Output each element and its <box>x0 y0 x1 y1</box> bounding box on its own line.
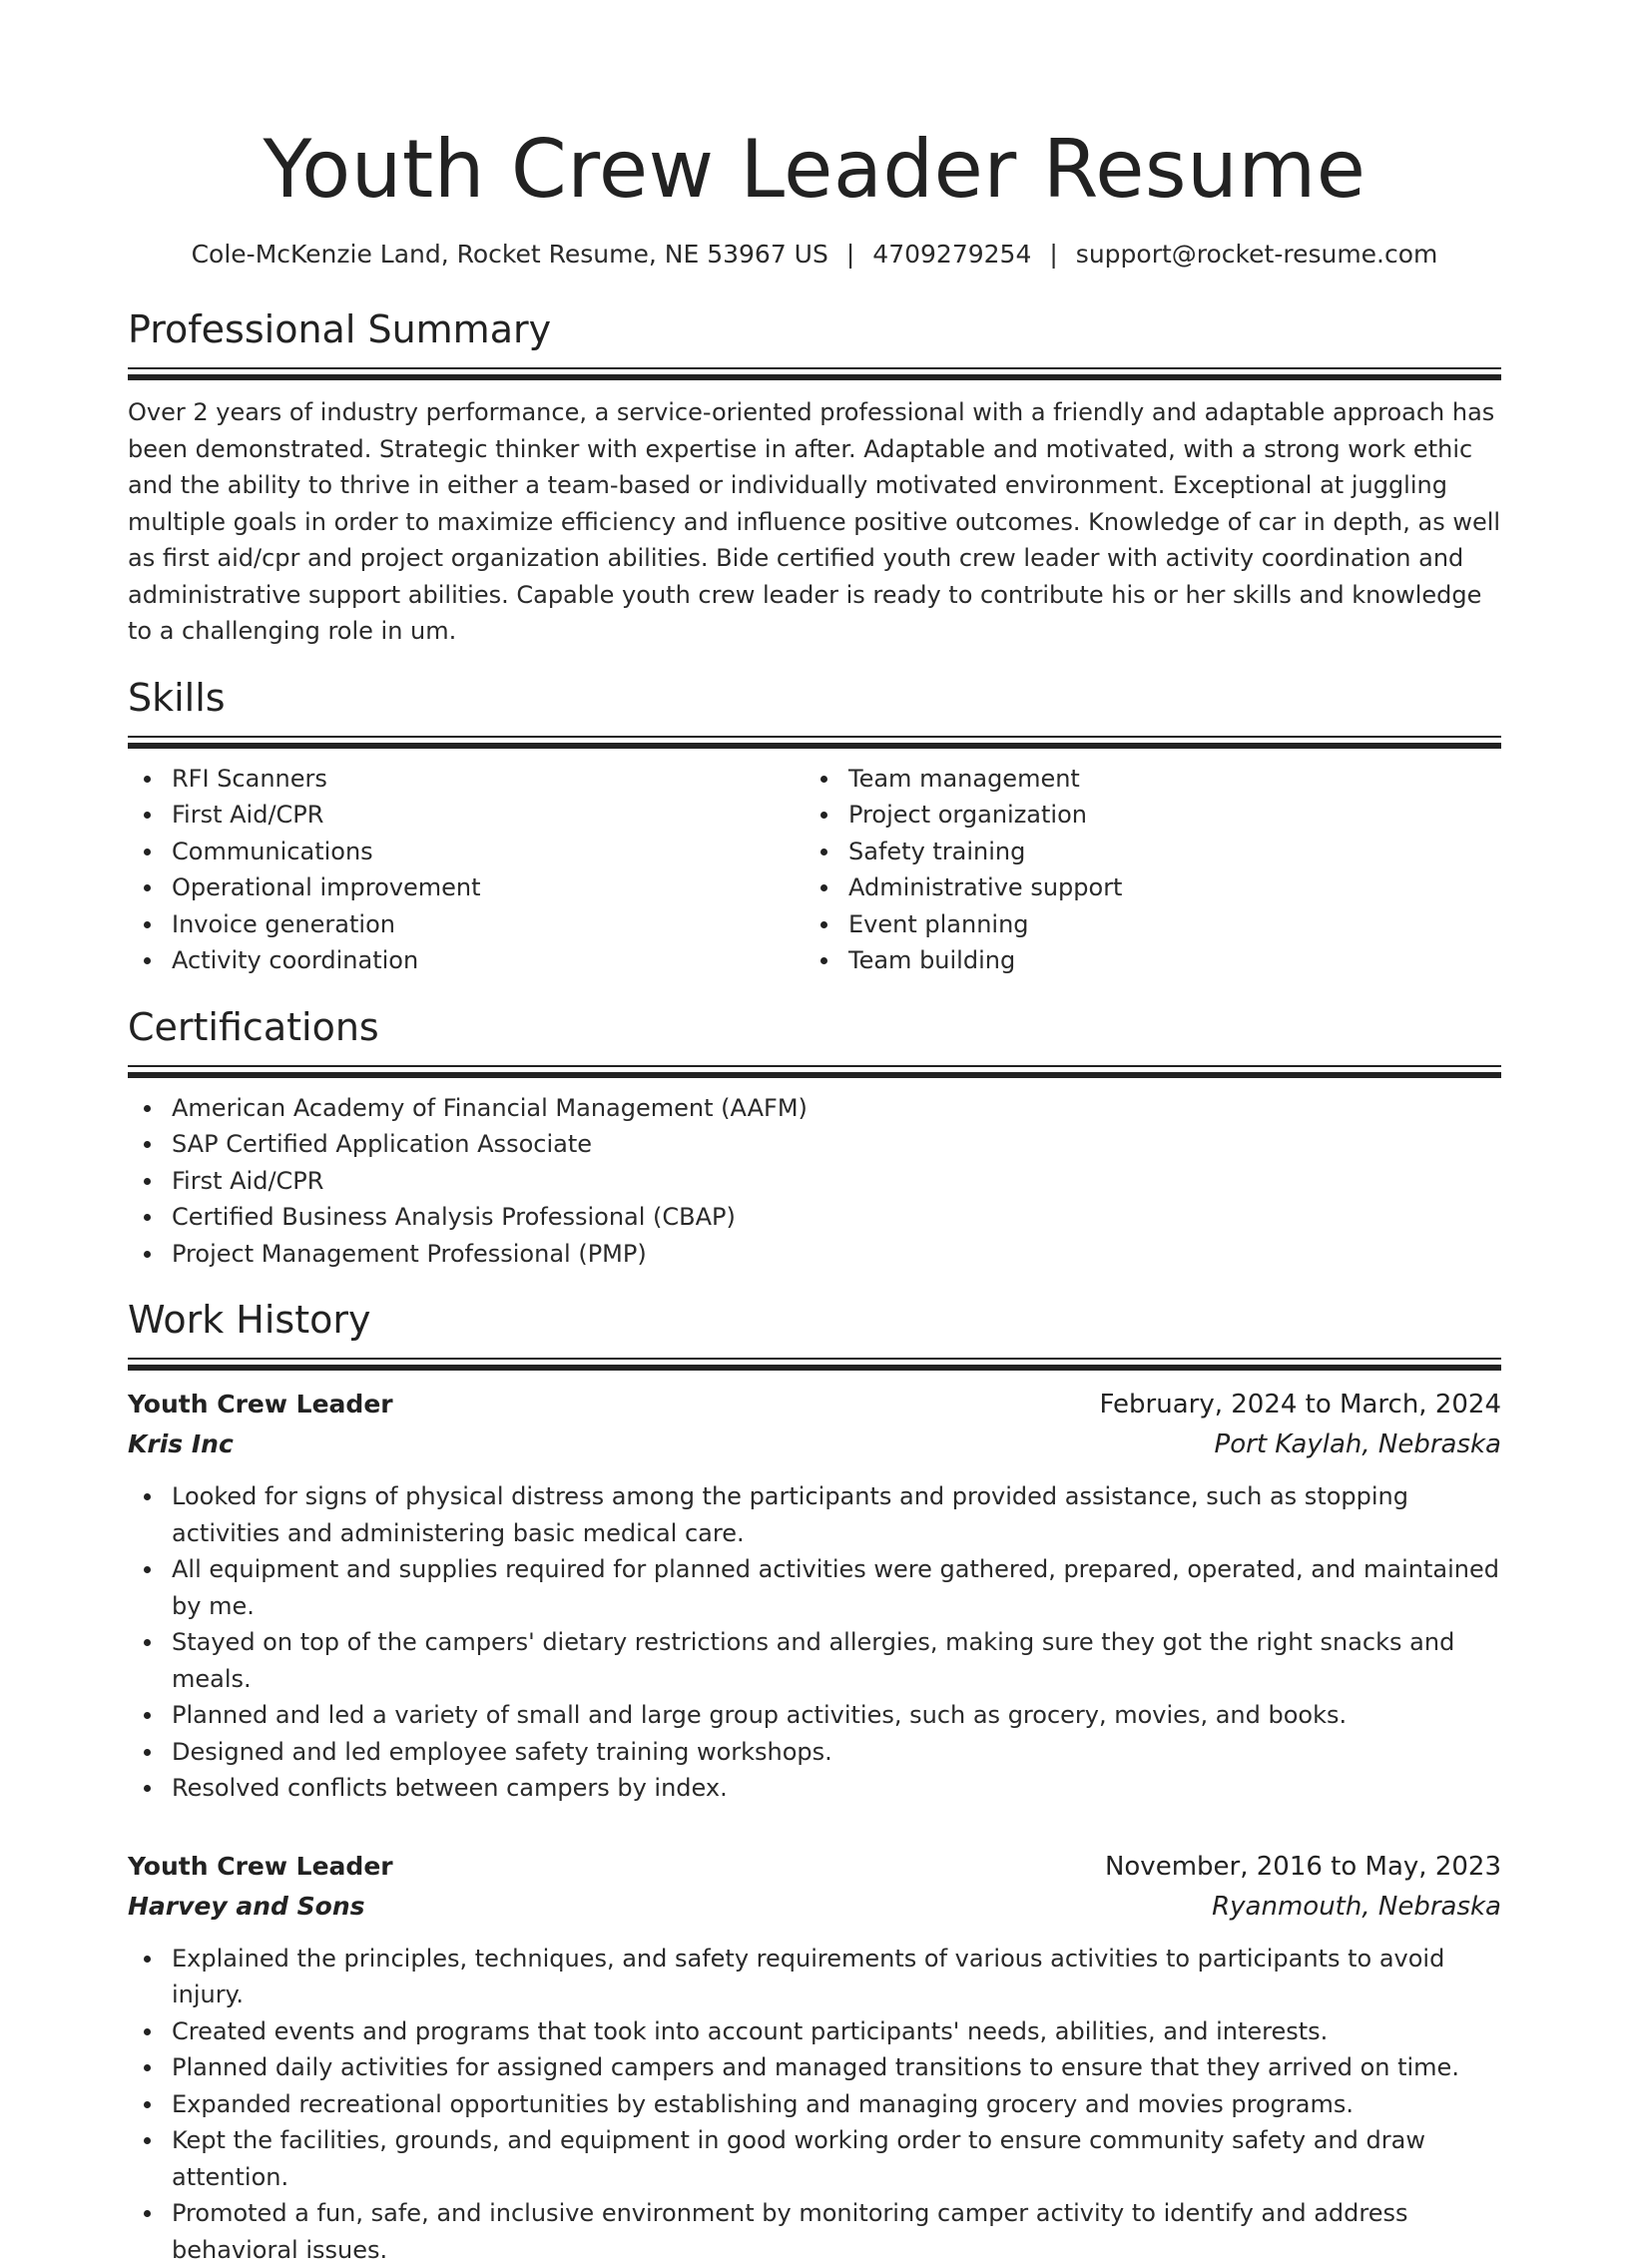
job-location: Ryanmouth, Nebraska <box>1212 1887 1501 1927</box>
job-duty-item: Kept the facilities, grounds, and equipment in good working order to ensure community safety and draw attention. <box>128 2122 1501 2195</box>
skill-item: RFI Scanners <box>128 761 805 798</box>
certification-item: American Academy of Financial Management (AAFM) <box>128 1090 1501 1127</box>
skill-item: Team building <box>805 942 1481 979</box>
resume-content <box>128 0 1501 2268</box>
work-history-section <box>128 1296 1501 2268</box>
skill-item: Communications <box>128 834 805 870</box>
summary-text: Over 2 years of industry performance, a service-oriented professional with a friendly and adaptable approach has been demonstrated. Strategic thinker with expertise in after. Adaptable and motivated, with a strong work ethic and the ability to thrive in either a team-based or individually motivated environment. Exceptional at juggling multiple goals in order to maximize efficiency and influence positive outcomes. Knowledge of car in depth, as well as first aid/cpr and project organization abilities. Bide certified youth crew leader with activity coordination and administrative support abilities. Capable youth crew leader is ready to contribute his or her skills and knowledge to a challenging role in um. <box>128 394 1501 650</box>
job-dates: February, 2024 to March, 2024 <box>1100 1385 1502 1424</box>
job-dates: November, 2016 to May, 2023 <box>1105 1847 1501 1887</box>
job-duties-list <box>128 1941 1501 2268</box>
job-duty-item: Looked for signs of physical distress among the participants and provided assistance, such as stopping activities and administering basic medical care. <box>128 1478 1501 1551</box>
section-divider <box>128 367 1501 380</box>
skill-item: Administrative support <box>805 869 1481 906</box>
job-header-row <box>128 1847 1501 1887</box>
skills-right-list <box>805 761 1481 979</box>
job-company-row <box>128 1887 1501 1927</box>
certifications-list <box>128 1090 1501 1273</box>
summary-section <box>128 305 1501 650</box>
resume-title: Youth Crew Leader Resume <box>128 120 1501 220</box>
skills-left-list <box>128 761 805 979</box>
job-duty-item: Resolved conflicts between campers by index. <box>128 1770 1501 1807</box>
skills-grid <box>128 761 1501 979</box>
contact-separator: | <box>1049 238 1057 272</box>
certification-item: Project Management Professional (PMP) <box>128 1236 1501 1273</box>
work-history-heading: Work History <box>128 1296 1501 1344</box>
contact-line <box>128 238 1501 272</box>
job-duty-item: Designed and led employee safety training workshops. <box>128 1734 1501 1771</box>
job-entry <box>128 1847 1501 2268</box>
certifications-section <box>128 1003 1501 1273</box>
job-entry <box>128 1385 1501 1807</box>
job-duty-item: Planned and led a variety of small and large group activities, such as grocery, movies, and books. <box>128 1697 1501 1734</box>
contact-address: Cole-McKenzie Land, Rocket Resume, NE 53967 US <box>192 240 828 269</box>
skill-item: Activity coordination <box>128 942 805 979</box>
skill-item: Event planning <box>805 906 1481 943</box>
certifications-heading: Certifications <box>128 1003 1501 1051</box>
section-divider <box>128 1358 1501 1371</box>
job-duty-item: All equipment and supplies required for planned activities were gathered, prepared, operated, and maintained by me. <box>128 1551 1501 1624</box>
section-divider <box>128 1065 1501 1078</box>
certification-item: First Aid/CPR <box>128 1163 1501 1200</box>
summary-heading: Professional Summary <box>128 305 1501 353</box>
job-company: Kris Inc <box>128 1424 234 1464</box>
job-duty-item: Stayed on top of the campers' dietary restrictions and allergies, making sure they got the right snacks and meals. <box>128 1624 1501 1697</box>
job-duty-item: Created events and programs that took into account participants' needs, abilities, and interests. <box>128 2013 1501 2050</box>
job-duties-list <box>128 1478 1501 1807</box>
contact-separator: | <box>846 238 854 272</box>
job-company-row <box>128 1424 1501 1464</box>
job-duty-item: Planned daily activities for assigned campers and managed transitions to ensure that they arrived on time. <box>128 2049 1501 2086</box>
job-company: Harvey and Sons <box>128 1887 365 1927</box>
skills-section <box>128 674 1501 979</box>
skill-item: Team management <box>805 761 1481 798</box>
job-header-row <box>128 1385 1501 1424</box>
certification-item: SAP Certified Application Associate <box>128 1126 1501 1163</box>
job-duty-item: Promoted a fun, safe, and inclusive environment by monitoring camper activity to identify and address behavioral issues. <box>128 2195 1501 2268</box>
skill-item: First Aid/CPR <box>128 797 805 834</box>
contact-phone: 4709279254 <box>872 240 1031 269</box>
skill-item: Operational improvement <box>128 869 805 906</box>
section-divider <box>128 736 1501 749</box>
skills-heading: Skills <box>128 674 1501 722</box>
skill-item: Invoice generation <box>128 906 805 943</box>
job-title: Youth Crew Leader <box>128 1847 393 1887</box>
skill-item: Project organization <box>805 797 1481 834</box>
job-title: Youth Crew Leader <box>128 1385 393 1424</box>
contact-email: support@rocket-resume.com <box>1076 240 1438 269</box>
job-duty-item: Expanded recreational opportunities by establishing and managing grocery and movies programs. <box>128 2086 1501 2123</box>
certification-item: Certified Business Analysis Professional (CBAP) <box>128 1199 1501 1236</box>
job-duty-item: Explained the principles, techniques, and safety requirements of various activities to participants to avoid injury. <box>128 1941 1501 2013</box>
job-location: Port Kaylah, Nebraska <box>1215 1424 1501 1464</box>
skill-item: Safety training <box>805 834 1481 870</box>
